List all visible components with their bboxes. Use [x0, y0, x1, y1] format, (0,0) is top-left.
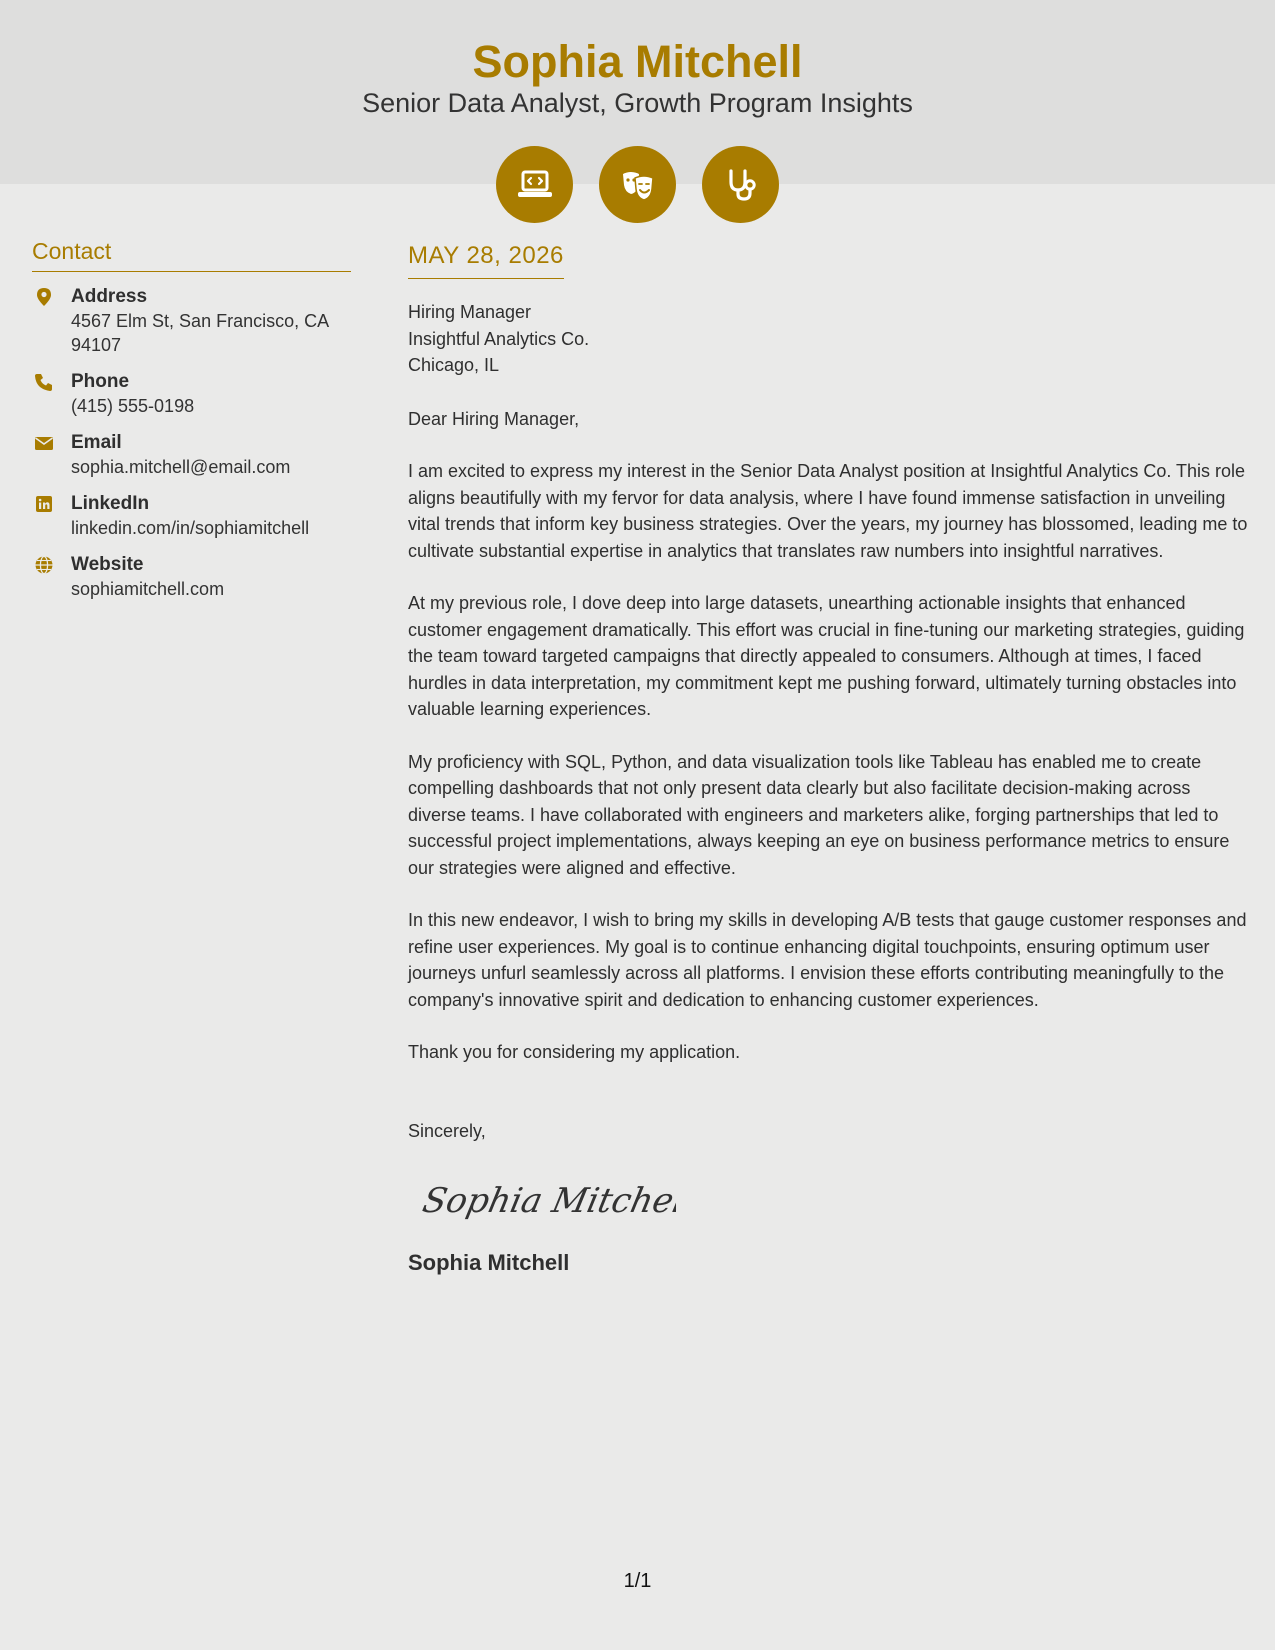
contact-linkedin [32, 492, 351, 540]
email-value[interactable]: sophia.mitchell@email.com [71, 457, 291, 477]
linkedin-value[interactable]: linkedin.com/in/sophiamitchell [71, 518, 310, 538]
paragraph-3: My proficiency with SQL, Python, and data visualization tools like Tableau has enabled me to create compelling dashboards that not only present data clearly but also facilitate decision-making across diverse teams. I have collaborated with engineers and marketers alike, forging partnerships that led to successful project implementations, always keeping an eye on business performance metrics to ensure our strategies were aligned and effective. [408, 751, 1230, 878]
page-number: 1/1 [623, 1570, 652, 1592]
phone-label: Phone [71, 371, 130, 392]
paragraph-1: I am excited to express my interest in the Senior Data Analyst position at Insightful Analytics Co. This role aligns beautifully with my fervor for data analysis, where I have found immense satisfaction in unveiling vital trends that inform key business strategies. Over the years, my journey has blossomed, leading me to cultivate substantial expertise in analytics that translates raw numbers into insightful narratives. [408, 461, 1248, 561]
handwritten-signature [416, 1170, 1253, 1230]
applicant-name: Sophia Mitchell [472, 36, 803, 87]
recipient-title: Hiring Manager [408, 302, 532, 322]
linkedin-label: LinkedIn [71, 493, 150, 514]
address-label: Address [71, 286, 148, 307]
recipient-company: Insightful Analytics Co. [408, 328, 590, 349]
phone-icon [34, 372, 54, 392]
contact-heading: Contact [32, 236, 351, 272]
job-title: Senior Data Analyst, Growth Program Insights [362, 88, 913, 118]
greeting: Dear Hiring Manager, [408, 408, 580, 429]
contact-website [32, 553, 351, 601]
map-pin-icon [34, 287, 54, 307]
linkedin-icon [34, 494, 54, 514]
contact-sidebar [32, 236, 351, 601]
laptop-code-icon [496, 146, 573, 223]
contact-address [32, 285, 351, 357]
stethoscope-icon [702, 146, 779, 223]
signature-text: Sophia Mitchell [419, 1180, 676, 1221]
envelope-icon [34, 433, 54, 453]
signer-name: Sophia Mitchell [408, 1249, 570, 1275]
phone-value: (415) 555-0198 [71, 396, 195, 416]
website-value[interactable]: sophiamitchell.com [71, 579, 225, 599]
theater-masks-icon [599, 146, 676, 223]
closing: Sincerely, [408, 1120, 486, 1141]
recipient-block [408, 299, 1253, 379]
contact-email [32, 431, 351, 479]
recipient-location: Chicago, IL [408, 355, 500, 375]
globe-icon [34, 555, 54, 575]
interest-icons [0, 146, 1275, 224]
address-value: 4567 Elm St, San Francisco, CA 94107 [71, 311, 329, 355]
paragraph-4: In this new endeavor, I wish to bring my skills in developing A/B tests that gauge customer responses and refine user experiences. My goal is to continue enhancing digital touchpoints, ensuring optimum user journeys unfurl seamlessly across all platforms. I envision these efforts contributing meaningfully to the company's innovative spirit and dedication to enhancing customer experiences. [408, 910, 1247, 1010]
letter-date: MAY 28, 2026 [408, 240, 564, 279]
letter-body [408, 240, 1253, 1278]
website-label: Website [71, 554, 144, 575]
contact-phone [32, 370, 351, 418]
paragraph-5: Thank you for considering my application. [408, 1042, 741, 1062]
email-label: Email [71, 432, 122, 453]
paragraph-2: At my previous role, I dove deep into large datasets, unearthing actionable insights that enhanced customer engagement dramatically. This effort was crucial in fine-tuning our marketing strategies, guiding the team toward targeted campaigns that directly appealed to consumers. Although at times, I faced hurdles in data interpretation, my commitment kept me pushing forward, ultimately turning obstacles into valuable learning experiences. [408, 593, 1245, 719]
